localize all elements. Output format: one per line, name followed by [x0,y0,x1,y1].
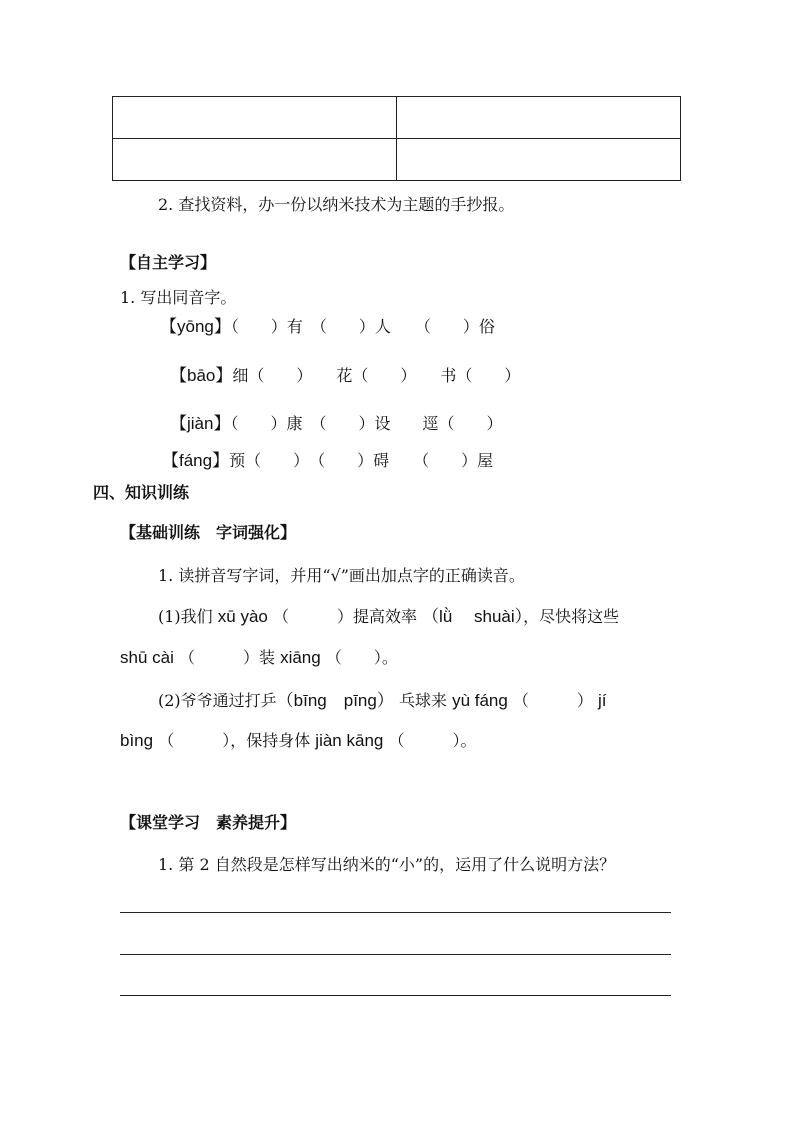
blank-table [112,96,681,181]
answer-blank[interactable]: （ ）装 [178,648,275,667]
answer-blank[interactable]: （ ）。 [325,648,398,667]
class-study-heading: 【课堂学习 素养提升】 [120,813,297,832]
section-4-title: 四、知识训练 [93,483,190,502]
pinyin: xiāng [280,648,321,667]
answer-blank[interactable]: （ ），保持身体 [158,731,311,750]
pinyin: jí [598,691,607,710]
homophone-blanks[interactable]: （ ）有 （ ）人 （ ）俗 [230,317,495,336]
homophone-row [160,312,495,337]
pinyin-choice[interactable]: （bīng pīng） [276,691,394,710]
pinyin: yù fáng [452,691,508,710]
self-study-question-1: 1. 写出同音字。 [120,288,237,307]
homophone-row [170,361,520,386]
exercise-line-4 [120,728,476,751]
answer-line[interactable] [120,912,671,913]
homophone-blanks[interactable]: 细（ ） 花（ ） 书（ ） [232,366,521,385]
answer-blank[interactable]: （ ） [512,691,593,710]
table-cell[interactable] [113,97,397,139]
self-study-heading: 【自主学习】 [120,253,217,272]
homophone-row [170,409,502,434]
answer-blank[interactable]: （ ）提高效率 [272,607,417,626]
line-text: ，尽快将这些 [523,607,620,626]
pinyin: shū cài [120,648,174,667]
pinyin: bìng [120,731,154,750]
homophone-blanks[interactable]: （ ）康 （ ）设 逕（ ） [230,414,503,433]
exercise-line-3 [158,686,607,711]
homophone-blanks[interactable]: 预（ ） （ ）碍 （ ）屋 [229,451,494,470]
answer-line[interactable] [120,995,671,996]
table-row [113,139,681,181]
line-text: 乓球来 [398,691,447,710]
pinyin-choice[interactable]: （lǜ shuài） [422,607,524,626]
table-cell[interactable] [397,139,681,181]
basic-question-1: 1. 读拼音写字词，并用“√”画出加点字的正确读音。 [158,566,525,585]
answer-line[interactable] [120,954,671,955]
table-cell[interactable] [113,139,397,181]
pinyin: xū yào [217,607,268,626]
basic-training-heading: 【基础训练 字词强化】 [120,523,297,542]
pinyin-label: 【yōng】 [160,317,231,336]
pinyin-label: 【bāo】 [170,366,233,385]
class-question-1: 1. 第 2 自然段是怎样写出纳米的“小”的，运用了什么说明方法？ [158,855,616,874]
table-cell[interactable] [397,97,681,139]
table-row [113,97,681,139]
pinyin-label: 【jiàn】 [170,414,231,433]
exercise-line-2 [120,645,398,668]
answer-blank[interactable]: （ ）。 [388,731,477,750]
exercise-line-1 [158,602,619,627]
homophone-row [162,446,493,471]
pinyin-label: 【fáng】 [162,451,230,470]
item-2-text: 2. 查找资料，办一份以纳米技术为主题的手抄报。 [158,195,515,214]
pinyin: jiàn kāng [315,731,384,750]
line-text: (2)爷爷通过打乒 [158,691,277,710]
line-text: (1)我们 [158,607,213,626]
